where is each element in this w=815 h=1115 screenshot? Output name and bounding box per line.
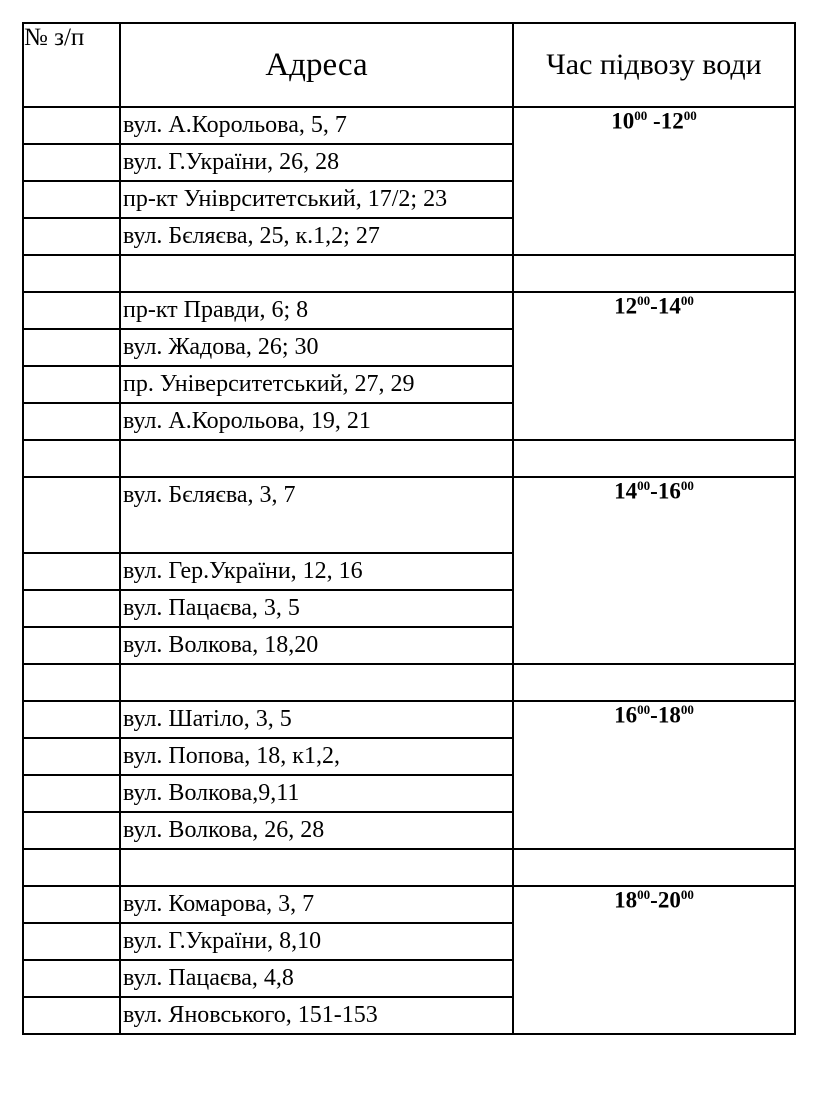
- number-cell: [23, 553, 120, 590]
- address-cell: вул. Волкова,9,11: [120, 775, 513, 812]
- separator-row: [23, 255, 795, 292]
- address-cell: вул. Бєляєва, 25, к.1,2; 27: [120, 218, 513, 255]
- number-cell: [23, 181, 120, 218]
- time-cell: $16^{00}-18^{00}$: [513, 701, 795, 849]
- number-cell: [23, 886, 120, 923]
- address-cell: вул. Бєляєва, 3, 7: [120, 477, 513, 553]
- table-row: [23, 292, 795, 329]
- number-cell: [23, 144, 120, 181]
- address-cell: вул. Пацаєва, 4,8: [120, 960, 513, 997]
- address-cell: вул. Шатіло, 3, 5: [120, 701, 513, 738]
- address-cell: вул. Г.України, 26, 28: [120, 144, 513, 181]
- address-cell: вул. Волкова, 18,20: [120, 627, 513, 664]
- time-cell: $12^{00}-14^{00}$: [513, 292, 795, 440]
- address-cell: пр-кт Уніврситетський, 17/2; 23: [120, 181, 513, 218]
- number-cell: [23, 292, 120, 329]
- header-address: Адреса: [120, 23, 513, 107]
- separator-row: [23, 440, 795, 477]
- number-cell: [23, 701, 120, 738]
- table-row: [23, 886, 795, 923]
- table-row: [23, 107, 795, 144]
- number-cell: [23, 627, 120, 664]
- time-cell: $18^{00}-20^{00}$: [513, 886, 795, 1034]
- address-cell: вул. А.Корольова, 5, 7: [120, 107, 513, 144]
- address-cell: вул. Жадова, 26; 30: [120, 329, 513, 366]
- address-cell: вул. Гер.України, 12, 16: [120, 553, 513, 590]
- number-cell: [23, 403, 120, 440]
- number-cell: [23, 812, 120, 849]
- separator-row: [23, 849, 795, 886]
- address-cell: вул. Комарова, 3, 7: [120, 886, 513, 923]
- time-cell: $10^{00}$ $-12^{00}$: [513, 107, 795, 255]
- number-cell: [23, 960, 120, 997]
- number-cell: [23, 366, 120, 403]
- table-row: [23, 477, 795, 553]
- address-cell: вул. А.Корольова, 19, 21: [120, 403, 513, 440]
- address-cell: пр-кт Правди, 6; 8: [120, 292, 513, 329]
- number-cell: [23, 775, 120, 812]
- address-cell: вул. Попова, 18, к1,2,: [120, 738, 513, 775]
- time-cell: $14^{00}-16^{00}$: [513, 477, 795, 664]
- number-cell: [23, 329, 120, 366]
- header-time: Час підвозу води: [513, 23, 795, 107]
- address-cell: вул. Волкова, 26, 28: [120, 812, 513, 849]
- number-cell: [23, 477, 120, 553]
- header-number: № з/п: [23, 23, 120, 107]
- header-row: [23, 23, 795, 107]
- address-cell: вул. Яновського, 151-153: [120, 997, 513, 1034]
- address-cell: пр. Університетський, 27, 29: [120, 366, 513, 403]
- number-cell: [23, 738, 120, 775]
- address-cell: вул. Г.України, 8,10: [120, 923, 513, 960]
- number-cell: [23, 590, 120, 627]
- number-cell: [23, 107, 120, 144]
- number-cell: [23, 218, 120, 255]
- separator-row: [23, 664, 795, 701]
- address-cell: вул. Пацаєва, 3, 5: [120, 590, 513, 627]
- number-cell: [23, 923, 120, 960]
- table-row: [23, 701, 795, 738]
- water-delivery-table: [22, 22, 796, 1035]
- number-cell: [23, 997, 120, 1034]
